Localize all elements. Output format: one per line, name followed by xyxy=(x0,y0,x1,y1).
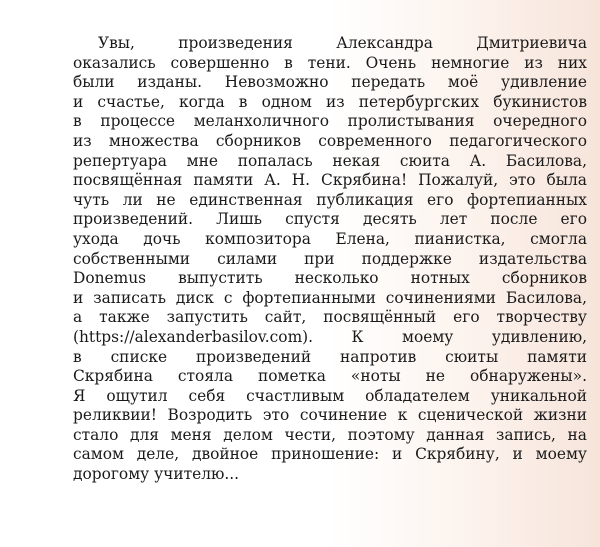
paragraph-line: ухода дочь композитора Елена, пианистка, смогла xyxy=(73,229,587,248)
paragraph-line: Donemus выпустить несколько нотных сборников xyxy=(73,269,587,288)
paragraph-line: и записать диск с фортепианными сочинениями Басилова, xyxy=(73,288,587,307)
paragraph-line: Скрябина стояла пометка «ноты не обнаружены». xyxy=(73,367,587,386)
paragraph-line-last: дорогому учителю... xyxy=(73,465,240,484)
paragraph-line: Увы, произведения Александра Дмитриевича xyxy=(98,34,587,52)
paragraph-line: произведений. Лишь спустя десять лет после его xyxy=(73,210,587,229)
paragraph-line: были изданы. Невозможно передать моё удивление xyxy=(73,73,587,92)
paragraph-line: самом деле, двойное приношение: и Скрябину, и моему xyxy=(73,445,587,464)
paragraph-line: и счастье, когда в одном из петербургских букинистов xyxy=(73,92,587,111)
paragraph-line: оказались совершенно в тени. Очень немногие из них xyxy=(73,53,587,72)
paragraph-line: из множества сборников современного педагогического xyxy=(73,131,587,150)
paragraph-line: посвящённая памяти А. Н. Скрябина! Пожалуй, это была xyxy=(73,171,587,190)
paragraph-line: реликвии! Возродить это сочинение к сценической жизни xyxy=(73,406,587,425)
paragraph-line: стало для меня делом чести, поэтому данная запись, на xyxy=(73,425,587,444)
paragraph-line: репертуара мне попалась некая сюита А. Басилова, xyxy=(73,151,587,170)
paragraph-line: в процессе меланхоличного пролистывания очередного xyxy=(73,112,587,131)
paragraph-line: (https://alexanderbasilov.com). К моему удивлению, xyxy=(73,327,587,346)
paragraph-line: в списке произведений напротив сюиты памяти xyxy=(73,347,587,366)
paragraph-line: Я ощутил себя счастливым обладателем уникальной xyxy=(73,386,587,405)
paragraph-line: а также запустить сайт, посвящённый его творчеству xyxy=(73,308,587,327)
body-paragraph xyxy=(73,34,587,485)
paragraph-line: чуть ли не единственная публикация его фортепианных xyxy=(73,190,587,209)
paragraph-line: собственными силами при поддержке издательства xyxy=(73,249,587,268)
